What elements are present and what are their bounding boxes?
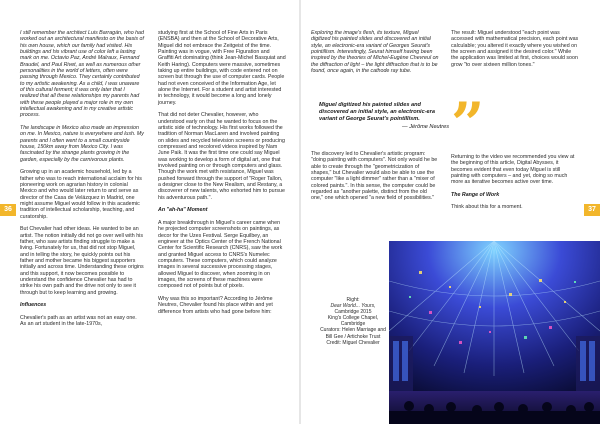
- caption-line: Cambridge 2015: [334, 309, 372, 316]
- caption-line: Bill Gee / Artichoke Trust: [325, 333, 381, 340]
- caption-line: King's College Chapel,: [327, 315, 379, 322]
- page-number-left: 36: [0, 204, 16, 216]
- caption-line: Cambridge: [340, 321, 366, 328]
- caption-line: Curators: Helen Marriage and: [320, 327, 386, 334]
- range-of-work-heading: The Range of Work: [451, 191, 500, 198]
- column-3-lower: [311, 151, 439, 208]
- deter-paragraph: That did not deter Chevalier, however, who understood early on that he wanted to focus on the artistic side of technology. His first works followed the tradition of Norman MacLaren and involved painting on slides and recycled television screens or producing compressed and recolored videos inspired by Nam June Paik. It was the first time one could say Miguel was working to develop a form of digital art, one that involved painting on or through computers and glass. Though the work met with resistance, Miguel was pushed forward through the support of "Roger Tallon, a designer close to the New Realism, and Restany, a discoverer of new talents, who exhorted him to pursue his adventurous path.".: [158, 112, 285, 201]
- pull-quote: [319, 102, 449, 131]
- column-1: [20, 30, 144, 334]
- exploring-paragraph: Exploring the image's flesh, its texture, Miguel digitized his painted slides and discovered an initial style, an electronic-era variant of Georges Seurat's pointillism. Interestingly, Seurat himself having been inspired by the theories of Michel-Eugène Chevreul on the diffraction of light – the light diffraction that is to be found, once again, in the cathode ray tube.: [311, 30, 439, 75]
- academic-household-paragraph: Growing up in an academic household, led by a father who was to reach international acclaim for his pioneering work on agrarian history in colonial Mexico and who would later return to and serve as director of the Casa de Velázquez in Madrid, one might assume Miguel would follow in this academic tradition of intellectual scholarship, teaching, and curatorship.: [20, 169, 142, 220]
- pull-quote-attribution: — Jérôme Neutres: [402, 124, 449, 130]
- other-ideas-paragraph: But Chevalier had other ideas. He wanted to be an artist. The notion initially did not go over well with his father, who saw artists finding struggle to make a living. Fortunately for us, that did not stop Miguel, and in telling the story, he quickly points out his father and mother became his biggest supporters initially and across time. Understanding these origins and this support, it now becomes possible to understand the confidence Chevalier has had to strike his own path and the drive not only to see it through but to keep learning and growing.: [20, 226, 144, 296]
- caption-line: Right:: [346, 297, 360, 303]
- intro-quote-paragraph: I still remember the architect Luis Barragán, who had worked out an architectural manifesto on the basis of his own house, which our family had visited. His buildings and his vibrant use of color left a lasting mark on me. Octavio Paz, André Malraux, Fernand Braudel, and Paul Rivet, as well as numerous other personalities in the world of letters, often were passing through Mexico. They certainly contributed to my artistic awakening. As a child, I was unaware of this cultural ferment; it was only later that I realized that all these relationships my parents had with these people played a major role in my own intellectual awakening and in my creative artistic process.: [20, 30, 144, 119]
- column-4-lower: [451, 154, 579, 217]
- why-important-paragraph: Why was this so important? According to Jérôme Neutres, Chevalier found his place within and yet difference from artists who had gone before him:: [158, 295, 273, 315]
- breakthrough-paragraph: A major breakthrough in Miguel's career came when he projected computer screenshots on paintings, as decor for the Uzes Festival. Serge Equilbey, an engineer at the Optics Center of the French National Center for Scientific Research (CNRS), saw the work and granted Miguel access to CNRS's Numelec computers. These computers, which could analyze images in several successive processing stages, allowed Miguel to discover, when zooming in on images, the screens of these machines were composed not of points but of pixels.: [158, 219, 283, 290]
- pull-quote-text: Miguel digitized his painted slides and discovered an initial style, an electronic-era variant of George Seurat's pointillism.: [319, 102, 435, 122]
- photo-illustration: [389, 241, 600, 424]
- chapel-projection-photo: [389, 241, 600, 424]
- column-2: [158, 30, 286, 321]
- column-3: [311, 30, 439, 81]
- column-4: [451, 30, 579, 74]
- fine-arts-paragraph: studying first at the School of Fine Arts in Paris (ENSBA) and then at the School of Decorative Arts, Miguel did not embrace the Zeitgeist of the time. Painting was in vogue, with Free Figuration and Graffiti Art dominating (think Jean-Michel Basquiat and Keith Haring). Computers were massive, sometimes taking up entire buildings, with code entered not on screen but through the use of computer cards. People had not even conceived of the Information Age, let alone the Internet. For a student and artist interested in technology, it would become a long and lonely journey.: [158, 30, 286, 106]
- landscape-paragraph: The landscape in Mexico also made an impression on me. In Mexico, nature is everywhere and lush. My parents and I often went to a small countryside house, 150km away from Mexico City. I was fascinated by the strange plants growing in the garden, especially by the carnivorous plants.: [20, 125, 144, 163]
- double-quote-icon: ”: [451, 90, 485, 158]
- influences-heading: Influences: [20, 302, 47, 309]
- returning-paragraph: Returning to the video we recommended you view at the beginning of this article, Digital Abysses, it becomes evident that even today Miguel is still painting with computers – and yet, doing so much more as iterative becomes active over time.: [451, 154, 575, 186]
- path-paragraph: Chevalier's path as an artist was not an easy one. As an art student in the late-1970s,: [20, 314, 137, 328]
- page-number-right: 37: [584, 204, 600, 216]
- caption-line: Dear World... Yours,: [330, 303, 376, 310]
- think-paragraph: Think about this for a moment.: [451, 204, 523, 211]
- discovery-paragraph: The discovery led to Chevalier's artistic program: "doing painting with computers". Not only would he be able to create through the "geometricization of shapes," but Chevalier would also be able to use the computer "like a light dimmer" rather than a "mixer of colored paints.". In this sense, the computer could be regarded as "another palette, distinct from the old one," one which opened "a new field of possibilities.": [311, 151, 438, 202]
- photo-caption: [319, 297, 387, 346]
- result-paragraph: The result: Miguel understood "each point was accessed with mathematical precision, each point was calculable; you altered it exactly where you wished on the screen and assigned it the desired color." While the application was limited at first, choices would soon grow "to over sixteen million tones.": [451, 30, 579, 68]
- caption-line: Credit: Miguel Chevalier: [326, 339, 380, 346]
- ah-ha-heading: An "ah-ha" Moment: [158, 207, 208, 214]
